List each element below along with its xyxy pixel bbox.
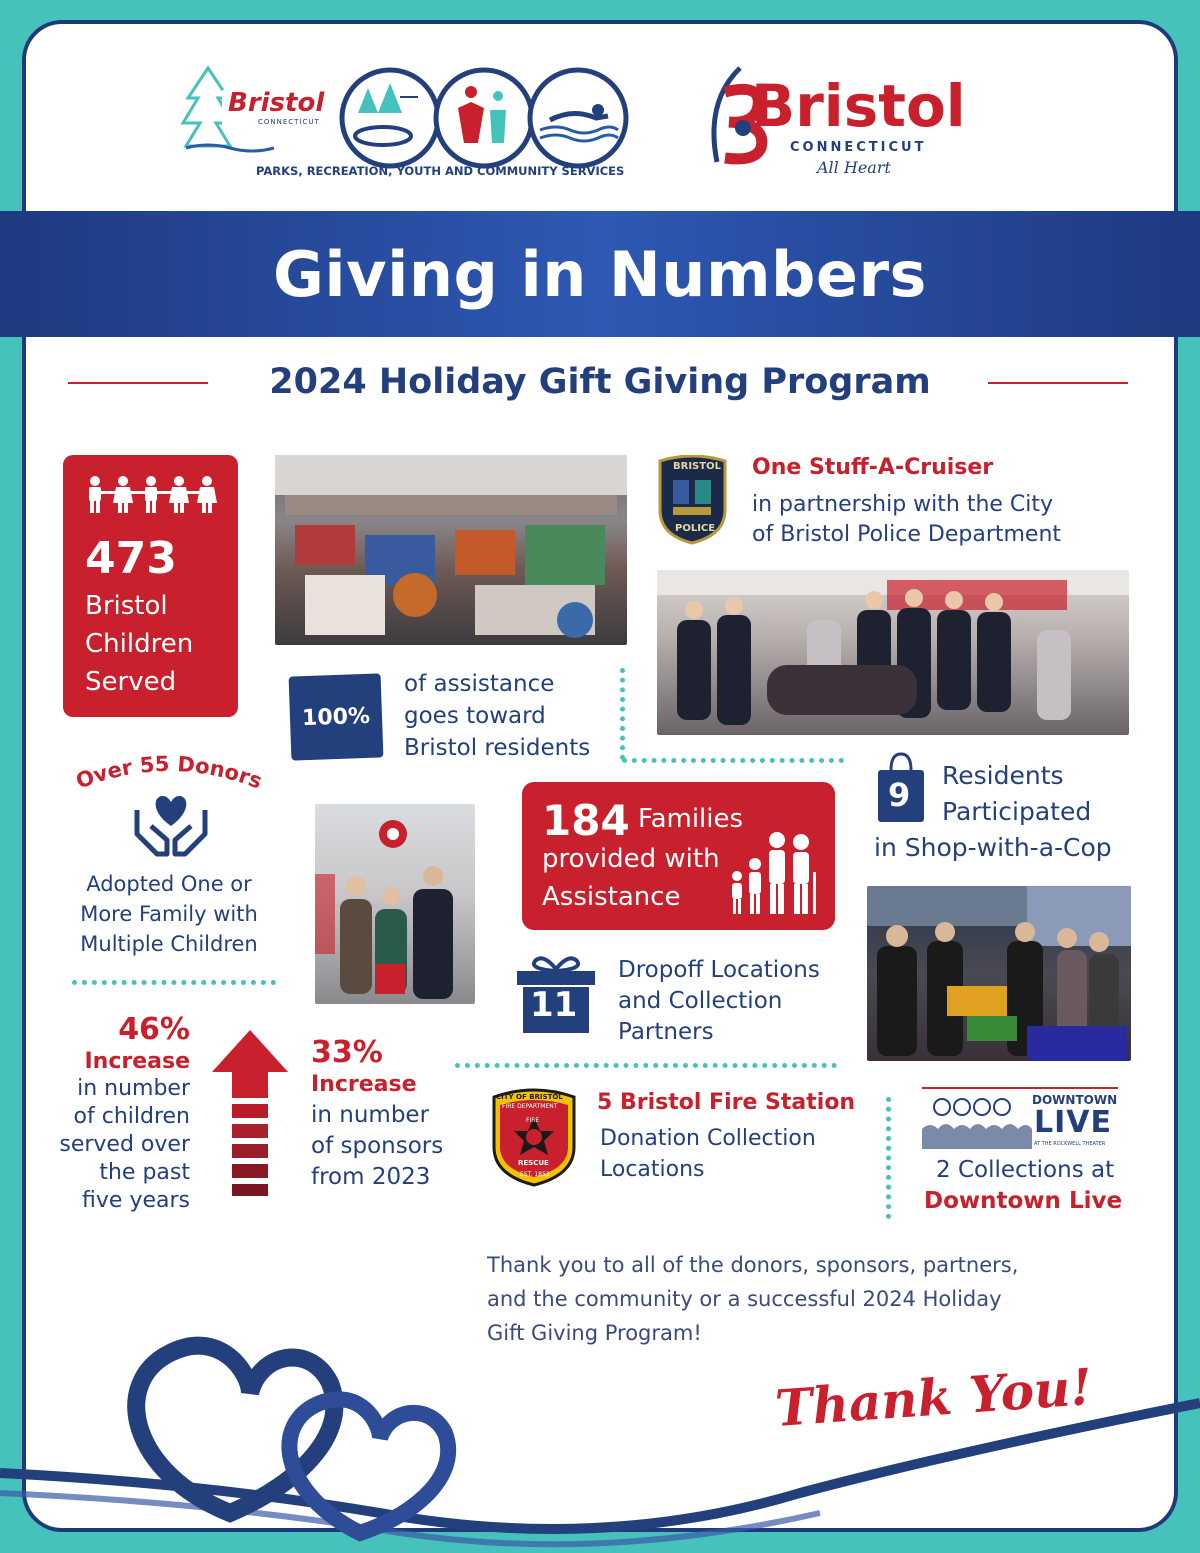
- increase46-word: Increase: [84, 1049, 190, 1074]
- downtown-logo-live: LIVE: [1034, 1105, 1112, 1140]
- families-box: [522, 782, 835, 930]
- donors-title-text: Over 55 Donors: [72, 751, 266, 794]
- parks-logo-sub: CONNECTICUT: [258, 118, 320, 126]
- families-word: Families: [638, 804, 744, 834]
- police-badge-bottom: POLICE: [675, 523, 716, 534]
- city-logo-sub: CONNECTICUT: [790, 140, 927, 155]
- family-icon: [727, 830, 823, 920]
- increase33-pct: 33%: [311, 1035, 383, 1070]
- children-line2: Children: [85, 629, 194, 659]
- parks-logo: [178, 58, 638, 182]
- families-number: 184: [542, 796, 630, 845]
- thanks-line2: and the community or a successful 2024 Holiday: [487, 1287, 1002, 1311]
- page-title: Giving in Numbers: [273, 237, 927, 311]
- fire-badge-est: EST. 1853: [520, 1171, 550, 1178]
- parks-logo-caption: PARKS, RECREATION, YOUTH AND COMMUNITY SERVICES: [256, 164, 625, 178]
- fire-line2: Locations: [600, 1157, 705, 1182]
- parks-logo-name: Bristol: [228, 88, 325, 118]
- cruiser-line1: in partnership with the City: [752, 492, 1054, 517]
- dotted-divider: [72, 980, 276, 985]
- cruiser-line2: of Bristol Police Department: [752, 522, 1062, 547]
- fire-department-badge: [488, 1087, 580, 1187]
- thanks-line1: Thank you to all of the donors, sponsors, partners,: [487, 1253, 1019, 1277]
- thank-you-script: Thank You!: [773, 1357, 1095, 1438]
- children-number: 473: [85, 533, 177, 584]
- program-subtitle: 2024 Holiday Gift Giving Program: [269, 362, 931, 402]
- donors-line3: Multiple Children: [80, 932, 258, 956]
- thanks-line3: Gift Giving Program!: [487, 1321, 702, 1345]
- fire-line1: Donation Collection: [600, 1126, 816, 1151]
- downtown-logo-sub: AT THE ROCKWELL THEATER: [1034, 1141, 1106, 1147]
- percent-badge: [289, 673, 384, 760]
- increase33-line3: from 2023: [311, 1164, 431, 1190]
- increase46-line2: of children: [73, 1104, 190, 1129]
- gifts-room-photo: [275, 455, 627, 645]
- dotted-divider: [620, 668, 625, 760]
- dropoff-line3: Partners: [618, 1019, 714, 1045]
- increase33-line1: in number: [311, 1102, 430, 1128]
- shop-group-photo: [867, 886, 1131, 1061]
- fire-badge-mid: FIRE: [526, 1117, 540, 1124]
- dotted-divider: [455, 1063, 837, 1068]
- increase33-line2: of sponsors: [311, 1133, 444, 1159]
- increase46-line1: in number: [77, 1076, 190, 1101]
- increase46-line4: the past: [99, 1160, 190, 1185]
- increase46-pct: 46%: [118, 1012, 190, 1047]
- assistance-line1: of assistance: [404, 671, 555, 697]
- children-icon: [85, 475, 225, 515]
- cruiser-title: One Stuff-A-Cruiser: [752, 455, 994, 480]
- downtown-live-logo: [922, 1087, 1118, 1149]
- police-badge-top: BRISTOL: [673, 461, 721, 472]
- downtown-logo-top: DOWNTOWN: [1032, 1093, 1118, 1107]
- city-logo-tagline: All Heart: [817, 158, 891, 177]
- assistance-line2: goes toward: [404, 703, 546, 729]
- title-banner: [0, 211, 1200, 337]
- dropoff-line2: and Collection: [618, 988, 783, 1014]
- shop-line2: Participated: [942, 797, 1092, 826]
- increase46-line5: five years: [82, 1188, 190, 1213]
- assistance-line3: Bristol residents: [404, 735, 591, 761]
- police-group-photo: [657, 570, 1129, 735]
- dotted-divider: [886, 1097, 891, 1219]
- svg-text:Over 55 Donors: [73, 752, 266, 794]
- children-served-box: [63, 455, 238, 717]
- percent-badge-text: 100%: [301, 703, 371, 731]
- downtown-line1: 2 Collections at: [936, 1157, 1115, 1183]
- heart-hands-icon: [131, 790, 211, 860]
- dropoff-number: 11: [530, 985, 578, 1025]
- families-line2: Assistance: [542, 882, 681, 912]
- up-arrow-icon: [210, 1028, 290, 1198]
- fire-badge-sub: FIRE DEPARTMENT: [502, 1103, 558, 1110]
- target-store-photo: [315, 804, 475, 1004]
- police-badge: [655, 455, 730, 545]
- children-line1: Bristol: [85, 591, 168, 621]
- families-line1: provided with: [542, 844, 720, 874]
- increase46-line3: served over: [59, 1132, 190, 1157]
- shop-line3: in Shop-with-a-Cop: [874, 833, 1112, 862]
- fire-badge-top: CITY OF BRISTOL: [496, 1093, 563, 1101]
- fire-badge-rescue: RESCUE: [518, 1159, 549, 1167]
- donors-line1: Adopted One or: [86, 872, 252, 896]
- city-logo: [695, 62, 966, 182]
- downtown-line2: Downtown Live: [924, 1188, 1123, 1214]
- increase33-word: Increase: [311, 1072, 417, 1097]
- children-line3: Served: [85, 667, 177, 697]
- shop-number: 9: [888, 776, 911, 814]
- city-logo-name: Bristol: [751, 72, 966, 140]
- donors-line2: More Family with: [80, 902, 258, 926]
- dropoff-line1: Dropoff Locations: [618, 957, 820, 983]
- dotted-divider: [622, 758, 844, 763]
- shop-line1: Residents: [942, 761, 1064, 790]
- fire-title: 5 Bristol Fire Station: [597, 1090, 856, 1115]
